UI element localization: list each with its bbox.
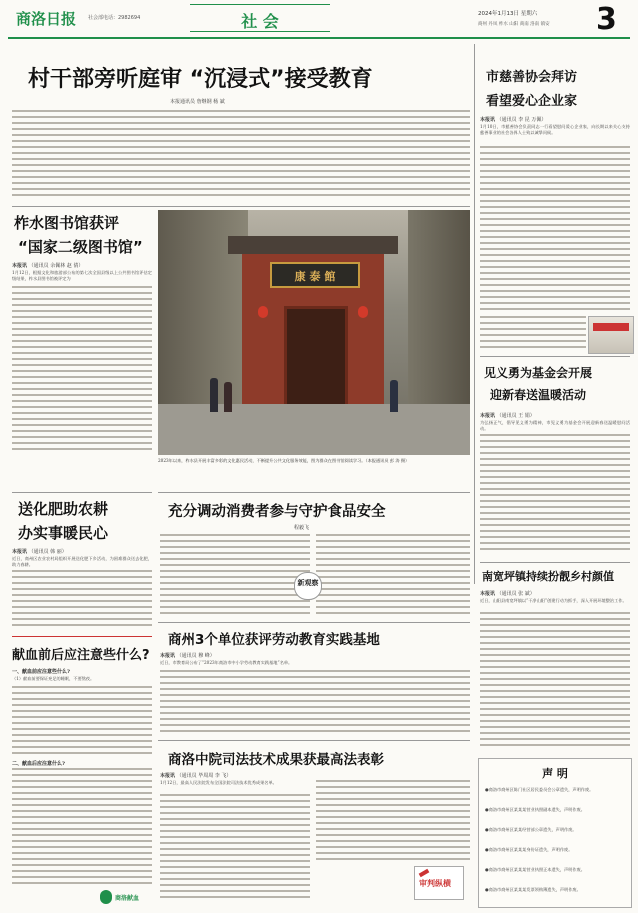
court-headline: 商洛中院司法技术成果获最高法表彰 <box>168 752 384 768</box>
labor-headline: 商州3个单位获评劳动教育实践基地 <box>168 632 380 648</box>
section-banner <box>190 4 330 32</box>
jianyi-lead: 为弘扬正气，倡导见义勇为精神，市见义勇为基金会开展迎新春送温暖慰问活动。 <box>480 420 630 431</box>
zhashui-body <box>12 286 152 454</box>
byline-label: 本报讯 <box>480 591 496 597</box>
xianxue-subhead-1: 一、献血前应注意些什么? <box>12 669 70 675</box>
shenpan-badge <box>414 866 464 900</box>
cishan-body <box>480 146 630 314</box>
feiliao-byline <box>12 548 67 555</box>
xianxue-headline: 献血前后应注意些什么? <box>12 648 150 663</box>
feiliao-headline-line2: 办实事暖民心 <box>18 524 109 542</box>
labor-body <box>160 670 470 736</box>
statement-item: ●商洛市商州区某某某身份证遗失，声明作废。 <box>485 847 573 852</box>
chongfen-body-right <box>316 534 470 618</box>
zhashui-lead: 1月12日，根据文化和旅游部公布的第七次全国县级以上公共图书馆评估定级结果，柞水县图书馆被评定为 <box>12 270 152 281</box>
statement-title: 声 明 <box>542 767 568 780</box>
statement-box <box>478 758 632 908</box>
zhashui-byline <box>12 262 83 269</box>
main-article-body <box>12 110 470 202</box>
court-body-left <box>160 794 310 902</box>
xianxue-body-1 <box>12 686 152 758</box>
xianxue-subhead-2: 二、献血后应注意什么? <box>12 761 65 767</box>
labor-lead: 近日，市教育局公布了“2023年商洛市中小学劳动教育实践基地”名单。 <box>160 660 293 665</box>
editor-phone: 社会部电话：2982694 <box>88 15 141 21</box>
column-divider <box>474 44 475 584</box>
section-divider <box>12 636 152 637</box>
labor-byline <box>160 652 215 659</box>
byline-label: 本报讯 <box>160 653 176 659</box>
section-divider <box>158 622 470 623</box>
nankuan-headline: 南宽坪镇持续扮靓乡村颜值 <box>482 570 614 583</box>
jianyi-headline-line1: 见义勇为基金会开展 <box>484 366 593 380</box>
section-divider <box>480 562 630 563</box>
section-divider <box>158 492 470 493</box>
byline-label: 本报讯 <box>12 263 28 269</box>
newspaper-logo: 商洛日报 <box>16 10 77 28</box>
byline-label: 本报讯 <box>160 773 176 779</box>
statement-item: ●商洛市商州区某某经营部公章遗失，声明作废。 <box>485 827 577 832</box>
issue-date: 2024年1月13日 星期六 <box>478 11 538 17</box>
cishan-reporters: （通讯员 李 昆 万佩） <box>496 117 547 123</box>
nankuan-byline <box>480 590 535 597</box>
zhashui-reporters: （通讯员 余佩林 赵 倩） <box>28 263 84 269</box>
ground <box>158 404 470 455</box>
byline-label: 本报讯 <box>480 117 496 123</box>
jianyi-headline-line2: 迎新春送温暖活动 <box>490 388 587 402</box>
section-divider <box>480 356 630 357</box>
nankuan-reporters: （通讯员 张 斌） <box>496 591 535 597</box>
xianxue-body-2 <box>12 768 152 888</box>
zhashui-headline-line2: “国家二级图书馆” <box>18 238 143 256</box>
jianyi-byline <box>480 412 535 419</box>
feiliao-reporters: （通讯员 韩 丽） <box>28 549 67 555</box>
main-byline: 本报通讯员 詹继钢 杨 斌 <box>170 99 225 105</box>
red-lantern <box>358 306 368 318</box>
feiliao-headline-line1: 送化肥助农耕 <box>18 500 109 518</box>
xianxue-lead: （1）献血前要保证充足的睡眠，不要熬夜。 <box>12 676 95 681</box>
masthead <box>0 0 638 40</box>
page-number: 3 <box>596 2 617 37</box>
badge-text: 新观察 <box>297 578 319 587</box>
header-divider <box>8 37 630 39</box>
labor-reporters: （通讯员 穆 峰） <box>176 653 215 659</box>
court-reporters: （通讯员 毕周周 李 飞） <box>176 773 232 779</box>
court-body-right <box>316 780 470 864</box>
gate-roof <box>228 236 398 254</box>
byline-label: 本报讯 <box>480 413 496 419</box>
zhashui-headline-line1: 柞水图书馆获评 <box>14 214 120 232</box>
plaque-text: 康 泰 館 <box>294 270 336 283</box>
ad-logo-text: 商洛献血 <box>115 895 140 902</box>
person <box>210 378 218 412</box>
statement-item: ●商洛市商州区某某某发票领购簿遗失，声明作废。 <box>485 887 581 892</box>
chongfen-headline: 充分调动消费者参与守护食品安全 <box>168 504 386 520</box>
statement-item: ●商洛市商州区某某某营业执照副本遗失，声明作废。 <box>485 807 585 812</box>
gate-door <box>284 306 348 410</box>
statement-item: ●商洛市商州区某某某营业执照正本遗失，声明作废。 <box>485 867 585 872</box>
charity-photo <box>588 316 634 354</box>
cishan-headline-line2: 看望爱心企业家 <box>486 94 578 109</box>
cishan-body-cont <box>480 316 586 352</box>
section-divider <box>12 206 470 207</box>
blood-drop-icon <box>100 890 112 904</box>
section-title: 社 会 <box>241 12 279 31</box>
cishan-headline-line1: 市慈善协会拜访 <box>486 70 578 85</box>
feiliao-body <box>12 570 152 630</box>
section-divider <box>12 492 152 493</box>
photo-caption: 2023年以来，柞水县开展丰富多彩的文化惠民活动，不断提升公共文化服务效能，图为群众在图书馆阅读学习。（本报通讯员 彭 涛 摄） <box>158 458 410 463</box>
nankuan-lead: 近日，山阳县南宽坪镇以“干净山阳”创建行动为抓手，深入开展环境整治工作。 <box>480 598 627 603</box>
jianyi-reporters: （通讯员 王 娟） <box>496 413 535 419</box>
chongfen-byline: 程毅飞 <box>294 525 310 531</box>
gavel-icon <box>419 869 430 877</box>
city-list: 商州 丹凤 柞水 山阳 商南 洛南 镇安 <box>478 22 550 27</box>
nankuan-body <box>480 612 630 750</box>
gate-plaque <box>270 262 360 288</box>
person <box>390 380 398 412</box>
main-headline: 村干部旁听庭审 “沉浸式”接受教育 <box>28 67 373 92</box>
cishan-byline <box>480 116 546 123</box>
red-banner <box>593 323 629 331</box>
feiliao-lead: 近日，商州区农业农村局组织开展送化肥下乡活动，为困难群众送去化肥，助力春耕。 <box>12 556 152 567</box>
cishan-lead: 1月10日，市慈善协会负责同志一行看望慰问爱心企业家，向长期以来关心支持慈善事业的社会各界人士致以诚挚问候。 <box>480 124 630 135</box>
section-divider <box>158 740 470 741</box>
byline-label: 本报讯 <box>12 549 28 555</box>
news-photo <box>158 210 470 455</box>
blood-donation-logo <box>100 888 152 908</box>
badge-text: 审判纵横 <box>419 878 451 888</box>
court-lead: 1月12日，最高人民法院发布全国法院司法技术优秀成果名单。 <box>160 780 277 785</box>
jianyi-body <box>480 434 630 554</box>
statement-item: ●商洛市商州区陈门社区居民委员会公章遗失，声明作废。 <box>485 787 594 792</box>
court-byline <box>160 772 231 779</box>
chongfen-body-left <box>160 534 310 618</box>
xinguancha-badge <box>294 572 322 600</box>
red-lantern <box>258 306 268 318</box>
person <box>224 382 232 412</box>
